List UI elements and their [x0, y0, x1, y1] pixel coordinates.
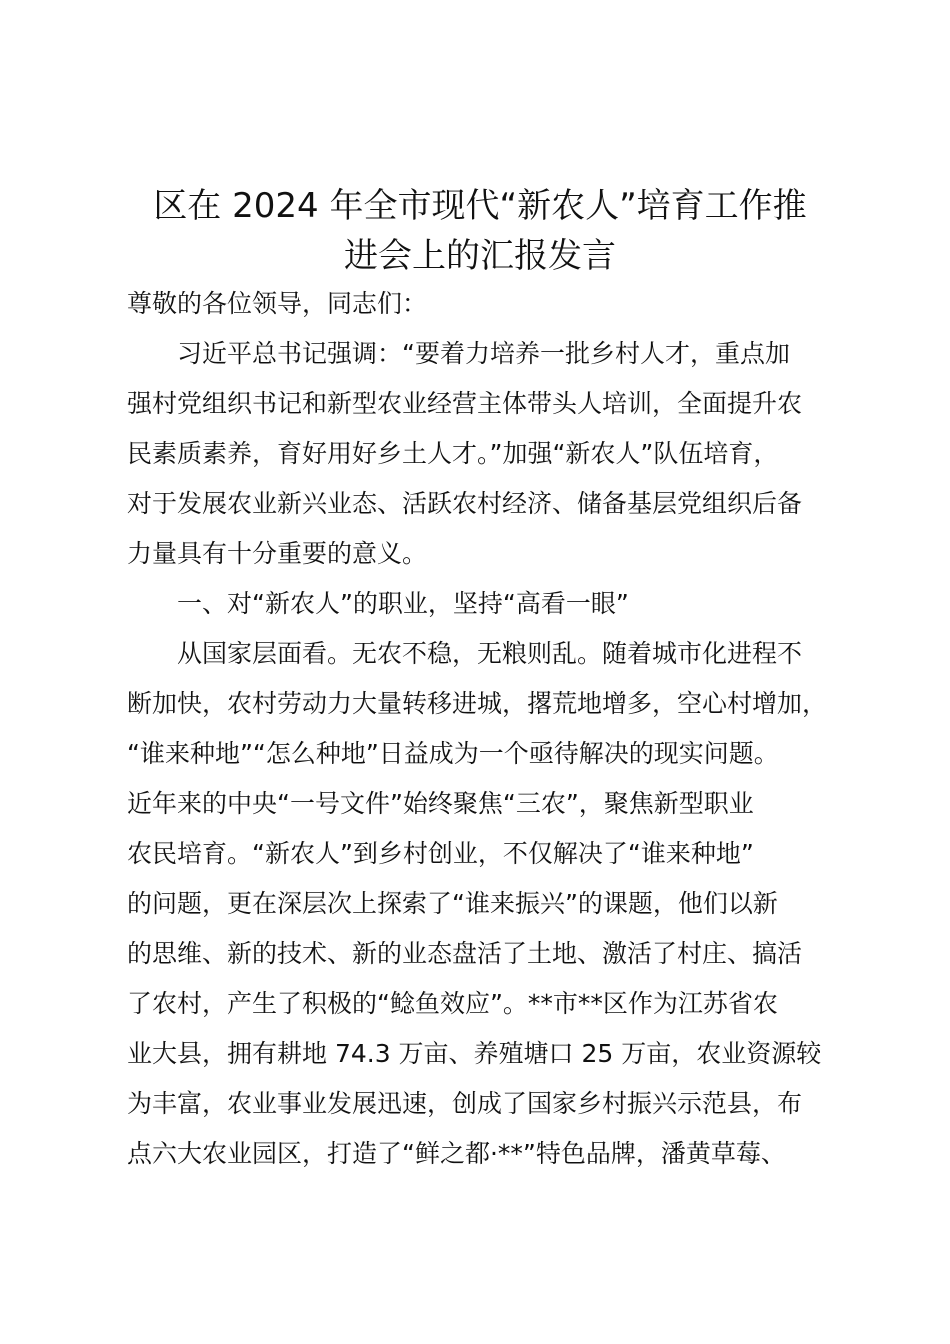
document-title-line-1: 区在 2024 年全市现代“新农人”培育工作推 — [153, 186, 807, 226]
body-line: 的问题，更在深层次上探索了“谁来振兴”的课题，他们以新 — [127, 889, 778, 918]
body-line: 为丰富，农业事业发展迅速，创成了国家乡村振兴示范县，布 — [127, 1089, 803, 1118]
section-heading: 一、对“新农人”的职业，坚持“高看一眼” — [127, 589, 629, 618]
body-line: 断加快，农村劳动力大量转移进城，撂荒地增多，空心村增加， — [127, 689, 828, 718]
body-line: 习近平总书记强调：“要着力培养一批乡村人才，重点加 — [127, 339, 790, 368]
salutation: 尊敬的各位领导，同志们： — [127, 289, 428, 318]
body-line: 了农村，产生了积极的“鲶鱼效应”。**市**区作为江苏省农 — [127, 989, 778, 1018]
body-line: 从国家层面看。无农不稳，无粮则乱。随着城市化进程不 — [127, 639, 803, 668]
body-line: 民素质素养，育好用好乡土人才。”加强“新农人”队伍培育， — [127, 439, 779, 468]
body-line: 业大县，拥有耕地 74.3 万亩、养殖塘口 25 万亩，农业资源较 — [127, 1039, 822, 1068]
body-line: 近年来的中央“一号文件”始终聚焦“三农”，聚焦新型职业 — [127, 789, 754, 818]
body-line: 点六大农业园区，打造了“鲜之都·**”特色品牌，潘黄草莓、 — [127, 1139, 786, 1168]
body-line: 农民培育。“新农人”到乡村创业，不仅解决了“谁来种地” — [127, 839, 754, 868]
body-line: 力量具有十分重要的意义。 — [127, 539, 428, 568]
body-line: 强村党组织书记和新型农业经营主体带头人培训，全面提升农 — [127, 389, 803, 418]
document-title-line-2: 进会上的汇报发言 — [344, 236, 616, 276]
body-line: “谁来种地”“怎么种地”日益成为一个亟待解决的现实问题。 — [127, 739, 779, 768]
body-line: 对于发展农业新兴业态、活跃农村经济、储备基层党组织后备 — [127, 489, 803, 518]
body-line: 的思维、新的技术、新的业态盘活了土地、激活了村庄、搞活 — [127, 939, 803, 968]
